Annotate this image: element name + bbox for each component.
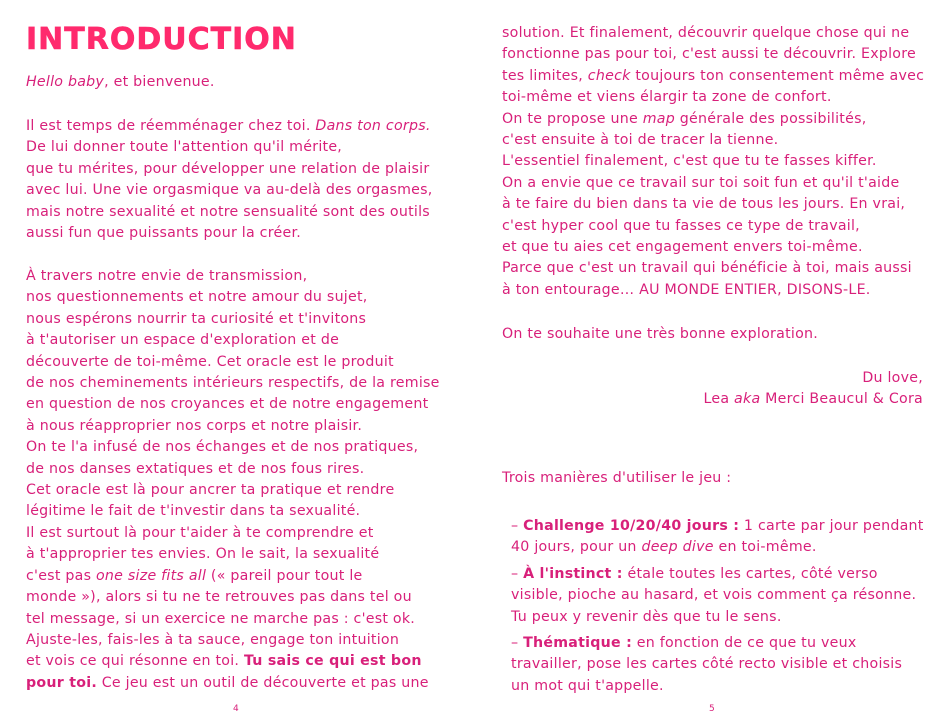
text-line: à nous réapproprier nos corps et notre plaisir.: [26, 417, 363, 434]
text-line: à t'approprier tes envies. On le sait, la sexualité: [26, 546, 380, 563]
right-paragraph-1: [502, 23, 924, 301]
text-span: Il est temps de réemménager chez toi.: [26, 118, 316, 134]
page-number-right: 5: [709, 704, 715, 714]
text-line: [511, 516, 924, 537]
greeting-italic: Hello baby: [26, 74, 105, 90]
text-line: On te l'a infusé de nos échanges et de nos pratiques,: [26, 439, 419, 456]
text-line: De lui donner toute l'attention qu'il mérite,: [26, 139, 343, 156]
way-name: À l'instinct :: [523, 565, 623, 582]
ways-list: [511, 516, 924, 702]
text-line: À travers notre envie de transmission,: [26, 268, 308, 284]
text-span: tes limites,: [502, 67, 588, 84]
text-line: solution. Et finalement, découvrir quelque chose qui ne: [502, 25, 910, 41]
text-line: nos questionnements et notre amour du sujet,: [26, 289, 368, 306]
text-span-bold: Tu sais ce qui est bon: [243, 653, 422, 670]
text-span: en toi-même.: [713, 539, 817, 556]
way-name: Challenge 10/20/40 jours :: [523, 518, 740, 534]
text-line: [26, 673, 440, 694]
text-line: [26, 116, 433, 137]
text-line: [26, 566, 440, 587]
text-line: et que tu aies cet engagement envers toi-même.: [502, 239, 863, 256]
text-span: Lea: [703, 391, 735, 408]
text-line: [511, 633, 924, 654]
text-line: [511, 564, 924, 585]
text-span: en fonction de ce que tu veux: [632, 635, 857, 652]
greeting: [26, 72, 215, 93]
text-line: L'essentiel finalement, c'est que tu te fasses kiffer.: [502, 153, 877, 170]
text-line: aussi fun que puissants pour la créer.: [26, 225, 302, 242]
text-line: travailler, pose les cartes côté recto visible et choisis: [511, 656, 903, 673]
text-span-italic: deep dive: [641, 539, 714, 556]
list-item: [511, 516, 924, 559]
text-line: légitime le fait de t'investir dans ta sexualité.: [26, 503, 361, 520]
text-line: c'est ensuite à toi de tracer la tienne.: [502, 132, 779, 149]
text-span-italic: check: [587, 67, 631, 84]
text-line: découverte de toi-même. Cet oracle est le produit: [26, 353, 394, 370]
text-line: à te faire du bien dans ta vie de tous les jours. En vrai,: [502, 196, 906, 213]
text-span-italic: aka: [734, 391, 761, 408]
way-name: Thématique :: [523, 635, 633, 652]
text-line: de nos cheminements intérieurs respectifs, de la remise: [26, 375, 440, 392]
text-line: Tu peux y revenir dès que tu le sens.: [511, 608, 782, 625]
text-span: générale des possibilités,: [675, 110, 867, 127]
wish-line: On te souhaite une très bonne exploration.: [502, 326, 819, 342]
text-line: mais notre sexualité et notre sensualité sont des outils: [26, 203, 430, 220]
text-span: Merci Beaucul & Cora: [760, 391, 923, 408]
text-line: [502, 109, 924, 130]
list-item: [511, 633, 924, 697]
text-line: monde »), alors si tu ne te retrouves pas dans tel ou: [26, 589, 412, 606]
text-span-italic: one size fits all: [96, 567, 207, 584]
page-number-left: 4: [233, 704, 239, 714]
signature-line: Du love,: [862, 370, 923, 386]
text-span: toujours ton consentement même avec: [630, 67, 925, 84]
text-span-italic: map: [642, 110, 675, 127]
text-span: Ce jeu est un outil de découverte et pas une: [96, 674, 429, 691]
intro-paragraph-1: [26, 116, 433, 244]
text-span: (« pareil pour tout le: [206, 567, 363, 584]
text-line: nous espérons nourrir ta curiosité et t'invitons: [26, 310, 367, 327]
text-line: que tu mérites, pour développer une relation de plaisir: [26, 160, 430, 177]
ways-intro: Trois manières d'utiliser le jeu :: [502, 470, 732, 486]
text-line: toi-même et viens élargir ta zone de confort.: [502, 89, 832, 106]
text-line: à ton entourage… AU MONDE ENTIER, DISONS-LE.: [502, 281, 871, 298]
text-line: Ajuste-les, fais-les à ta sauce, engage ton intuition: [26, 631, 400, 648]
text-line: un mot qui t'appelle.: [511, 677, 664, 694]
text-line: en question de nos croyances et de notre engagement: [26, 396, 429, 413]
text-line: [502, 66, 924, 87]
text-span: 40 jours, pour un: [511, 539, 642, 556]
text-line: Parce que c'est un travail qui bénéficie à toi, mais aussi: [502, 260, 912, 277]
text-line: fonctionne pas pour toi, c'est aussi te découvrir. Explore: [502, 46, 916, 63]
signature-line: [502, 389, 923, 410]
text-line: de nos danses extatiques et de nos fous rires.: [26, 460, 365, 477]
text-line: On a envie que ce travail sur toi soit fun et qu'il t'aide: [502, 174, 900, 191]
text-span-italic: Dans ton corps.: [315, 118, 431, 134]
text-line: tel message, si un exercice ne marche pas : c'est ok.: [26, 610, 416, 627]
dash: –: [511, 518, 524, 534]
dash: –: [511, 565, 524, 582]
greeting-rest: , et bienvenue.: [104, 74, 215, 90]
list-item: [511, 564, 924, 628]
text-span-bold: pour toi.: [26, 674, 97, 691]
text-line: avec lui. Une vie orgasmique va au-delà des orgasmes,: [26, 182, 433, 199]
text-line: c'est hyper cool que tu fasses ce type de travail,: [502, 217, 860, 234]
text-line: Cet oracle est là pour ancrer ta pratique et rendre: [26, 482, 395, 499]
signature: [502, 368, 923, 411]
text-span: étale toutes les cartes, côté verso: [622, 565, 878, 582]
text-span: c'est pas: [26, 567, 96, 584]
text-span: 1 carte par jour pendant: [739, 518, 924, 534]
intro-paragraph-2: [26, 266, 440, 694]
text-span: On te propose une: [502, 110, 643, 127]
text-line: visible, pioche au hasard, et vois comment ça résonne.: [511, 587, 917, 604]
text-line: [511, 537, 924, 558]
text-span: et vois ce qui résonne en toi.: [26, 653, 244, 670]
text-line: Il est surtout là pour t'aider à te comprendre et: [26, 524, 374, 541]
page-title: INTRODUCTION: [26, 22, 297, 57]
text-line: [26, 651, 440, 672]
dash: –: [511, 635, 524, 652]
text-line: à t'autoriser un espace d'exploration et de: [26, 332, 340, 349]
